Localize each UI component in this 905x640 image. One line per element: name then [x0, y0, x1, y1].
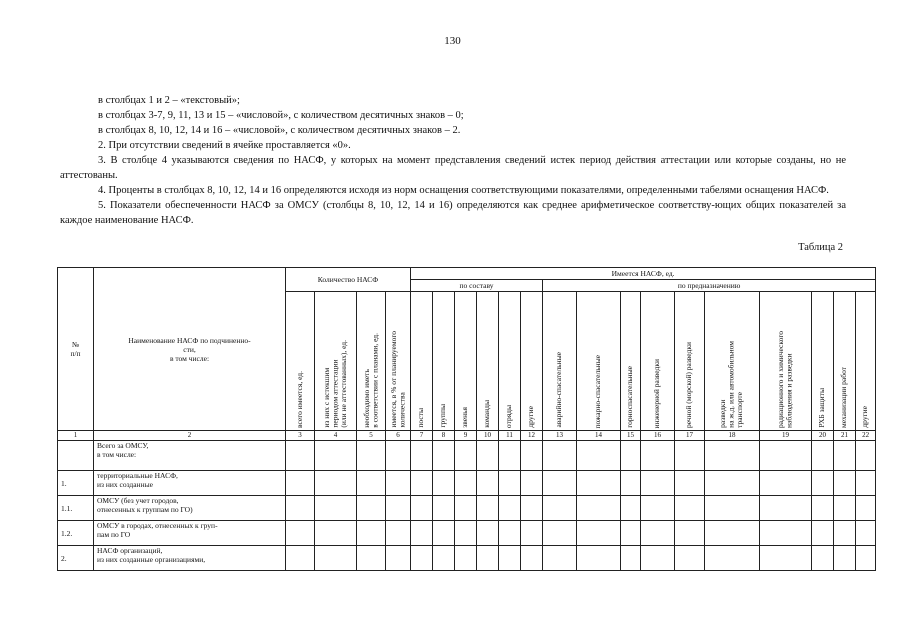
paragraph-5: 3. В столбце 4 указываются сведения по НАСФ, у которых на момент представления сведений истек период действия аттестации или которые созданы, но не аттестованы. [60, 155, 846, 181]
header-col-11: отряды [499, 292, 521, 431]
table-row [58, 441, 876, 471]
paragraph-2: в столбцах 3-7, 9, 11, 13 и 15 – «числовой», с количеством десятичных знаков – 0; [98, 110, 464, 121]
row-number: 1.1. [58, 496, 94, 521]
table-row [58, 496, 876, 521]
colnum: 15 [621, 431, 641, 441]
colnum: 14 [577, 431, 621, 441]
colnum: 10 [477, 431, 499, 441]
colnum: 19 [760, 431, 812, 441]
header-col-18: разведки на ж.д. или автомобильном транспорте [705, 292, 760, 431]
colnum: 4 [315, 431, 357, 441]
header-col-4: из них с истекшим периодом аттестации (или не аттестованных), ед. [315, 292, 357, 431]
colnum: 20 [812, 431, 834, 441]
row-name: НАСФ организаций, из них созданные организациями, [94, 546, 286, 571]
paragraph-4: 2. При отсутствии сведений в ячейке проставляется «0». [98, 140, 351, 151]
header-col-20: РХБ защиты [812, 292, 834, 431]
header-available-group: Имеется НАСФ, ед. [411, 268, 876, 280]
instructions-text [60, 93, 846, 228]
naSF-table [57, 267, 876, 571]
colnum: 3 [286, 431, 315, 441]
table-row [58, 471, 876, 496]
row-number: 2. [58, 546, 94, 571]
header-col-10: команды [477, 292, 499, 431]
row-name: ОМСУ (без учет городов, отнесенных к группам по ГО) [94, 496, 286, 521]
colnum: 11 [499, 431, 521, 441]
header-by-purpose: по предназначению [543, 280, 876, 292]
header-col-5: необходимо иметь в соответствии с планами, ед. [357, 292, 386, 431]
header-col-13: аварийно-спасательные [543, 292, 577, 431]
paragraph-6: 4. Проценты в столбцах 8, 10, 12, 14 и 16 определяются исходя из норм оснащения соответствующими показателями, определенными табелями оснащения НАСФ. [98, 185, 829, 196]
header-col-21: механизации работ [834, 292, 856, 431]
colnum: 16 [641, 431, 675, 441]
header-col-9: звенья [455, 292, 477, 431]
row-name: ОМСУ в городах, отнесенных к груп- пам по ГО [94, 521, 286, 546]
paragraph-7: 5. Показатели обеспеченности НАСФ за ОМСУ (столбцы 8, 10, 12, 14 и 16) определяются как среднее арифметическое соответству-ющих общих показателей за каждое наименование НАСФ. [60, 200, 846, 226]
header-col-15: горноспасательные [621, 292, 641, 431]
colnum: 12 [521, 431, 543, 441]
row-name: территориальные НАСФ, из них созданные [94, 471, 286, 496]
header-col-7: посты [411, 292, 433, 431]
header-name: Наименование НАСФ по подчиненно- сти, в том числе: [94, 268, 286, 431]
header-num: № п/п [58, 268, 94, 431]
header-col-16: инженерной разведки [641, 292, 675, 431]
colnum: 21 [834, 431, 856, 441]
column-numbers-row [58, 431, 876, 441]
header-col-22: другие [856, 292, 876, 431]
header-col-14: пожарно-спасательные [577, 292, 621, 431]
table-row [58, 546, 876, 571]
header-quantity-group: Количество НАСФ [286, 268, 411, 292]
header-col-8: группы [433, 292, 455, 431]
colnum: 7 [411, 431, 433, 441]
colnum: 5 [357, 431, 386, 441]
colnum: 9 [455, 431, 477, 441]
header-col-6: имеется, в % от планируемого количества [386, 292, 411, 431]
header-col-17: речной (морской) разведки [675, 292, 705, 431]
paragraph-1: в столбцах 1 и 2 – «текстовый»; [98, 95, 240, 106]
table-row [58, 521, 876, 546]
colnum: 17 [675, 431, 705, 441]
row-number: 1. [58, 471, 94, 496]
paragraph-3: в столбцах 8, 10, 12, 14 и 16 – «числовой», с количеством десятичных знаков – 2. [98, 125, 461, 136]
colnum: 18 [705, 431, 760, 441]
colnum: 22 [856, 431, 876, 441]
header-col-12: другие [521, 292, 543, 431]
colnum: 13 [543, 431, 577, 441]
colnum: 1 [58, 431, 94, 441]
header-by-composition: по составу [411, 280, 543, 292]
table-label: Таблица 2 [798, 242, 843, 253]
colnum: 8 [433, 431, 455, 441]
row-number: 1.2. [58, 521, 94, 546]
row-number [58, 441, 94, 471]
page-number: 130 [444, 35, 461, 47]
header-col-3: всего имеется, ед. [286, 292, 315, 431]
colnum: 2 [94, 431, 286, 441]
row-name: Всего за ОМСУ, в том числе: [94, 441, 286, 471]
colnum: 6 [386, 431, 411, 441]
header-col-19: радиационного и химического наблюдения и разведки [760, 292, 812, 431]
